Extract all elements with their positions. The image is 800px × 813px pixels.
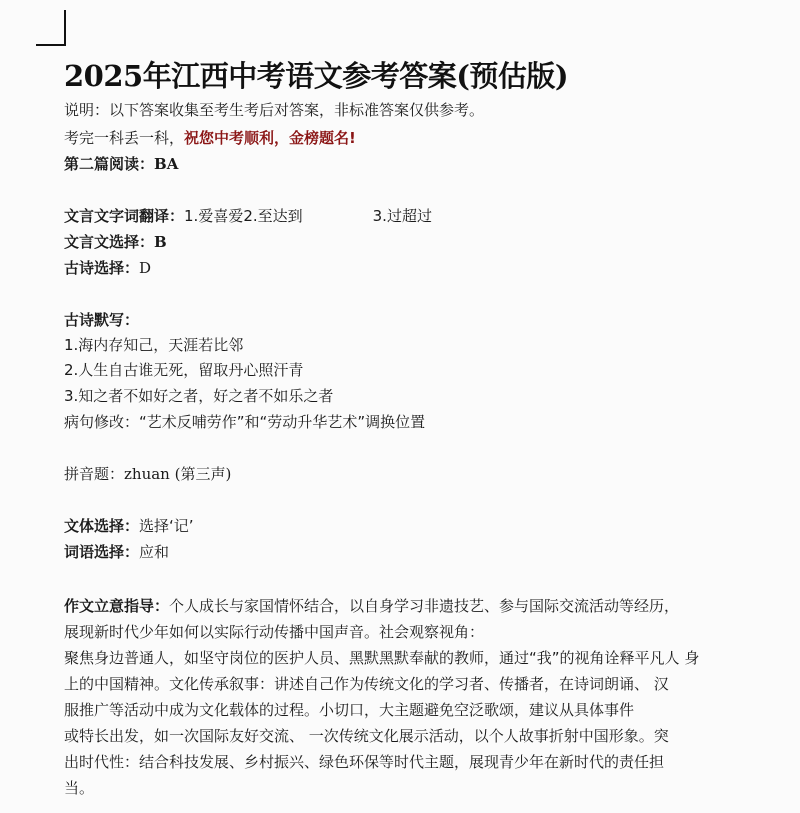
- wish-prefix: 考完一科丢一科，: [64, 129, 185, 147]
- classical-choice-value: B: [154, 233, 167, 251]
- reading2-label: 第二篇阅读：: [64, 155, 155, 173]
- disclaimer-note: 说明：以下答案收集至考生考后对答案，非标准答案仅供参考。: [64, 101, 485, 119]
- classical-translate-b: 3.过超过: [372, 207, 432, 225]
- crop-mark-horizontal: [36, 44, 66, 46]
- essay-line: 服推广等活动中成为文化载体的过程。小切口，大主题避免空泛歌颂，建议从具体事件: [64, 701, 635, 719]
- classical-translate-label: 文言文字词翻译：: [64, 207, 185, 225]
- essay-guidance: [64, 593, 764, 801]
- word-choice-label: 词语选择：: [64, 543, 140, 561]
- poem-dictation-item: 1.海内存知己，天涯若比邻: [64, 336, 244, 354]
- essay-line: 上的中国精神。文化传承叙事：讲述自己作为传统文化的学习者、传播者，在诗词朗诵、 汉: [64, 675, 669, 693]
- poem-choice-label: 古诗选择：: [64, 259, 140, 277]
- corner-crop-mark: [36, 10, 66, 46]
- style-choice-label: 文体选择：: [64, 517, 140, 535]
- pinyin-value: zhuan (第三声): [124, 465, 232, 483]
- essay-line: 当。: [64, 779, 95, 797]
- essay-line: [64, 593, 764, 619]
- pinyin-answer: [64, 464, 231, 484]
- style-choice-value: 选择‘记’: [139, 517, 194, 535]
- essay-line: 或特长出发，如一次国际友好交流、 一次传统文化展示活动，以个人故事折射中国形象。突: [64, 727, 669, 745]
- classical-translate-answer: [64, 206, 432, 226]
- poem-dictation-item: 3.知之者不如好之者，好之者不如乐之者: [64, 387, 334, 405]
- essay-label: 作文立意指导：: [64, 597, 170, 615]
- essay-line: 出时代性：结合科技发展、乡村振兴、绿色环保等时代主题，展现青少年在新时代的责任担: [64, 753, 665, 771]
- word-choice-value: 应和: [139, 543, 170, 561]
- poem-choice-value: D: [139, 259, 152, 277]
- classical-choice-answer: [64, 232, 167, 252]
- essay-line: 展现新时代少年如何以实际行动传播中国声音。社会观察视角：: [64, 623, 485, 641]
- crop-mark-vertical: [64, 10, 66, 46]
- wish-line: [64, 128, 356, 148]
- poem-dictation-item: 2.人生自古谁无死，留取丹心照汗青: [64, 361, 304, 379]
- poem-dictation-label: 古诗默写：: [64, 311, 140, 329]
- poem-choice-answer: [64, 258, 151, 278]
- reading2-value: BA: [154, 155, 179, 173]
- classical-translate-a: 1.爱喜爱2.至达到: [184, 207, 303, 225]
- word-choice-answer: [64, 542, 169, 562]
- pinyin-label: 拼音题：: [64, 465, 125, 483]
- wish-highlight: 祝您中考顺利，金榜题名!: [184, 129, 356, 147]
- essay-line-text: 个人成长与家国情怀结合，以自身学习非遗技艺、参与国际交流活动等经历，: [169, 597, 680, 615]
- reading2-answer: [64, 154, 178, 174]
- page-title: 2025年江西中考语文参考答案(预估版): [64, 59, 569, 93]
- essay-line: 聚焦身边普通人，如坚守岗位的医护人员、黑默黑默奉献的教师，通过“我”的视角诠释平凡人 身: [64, 649, 700, 667]
- sentence-fix-answer: 病句修改：“艺术反哺劳作”和“劳动升华艺术”调换位置: [64, 413, 426, 431]
- style-choice-answer: [64, 516, 194, 536]
- classical-choice-label: 文言文选择：: [64, 233, 155, 251]
